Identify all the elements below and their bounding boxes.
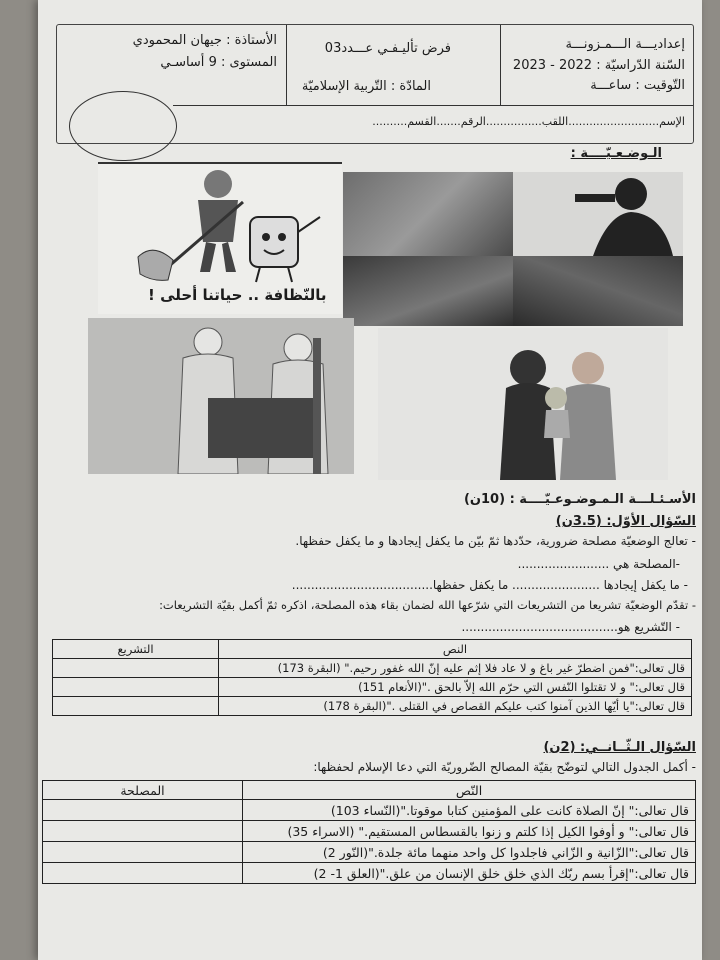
- drugs-photo: [513, 256, 683, 326]
- situation-title: الـوضـعـيّــــة :: [570, 146, 662, 161]
- column-header-interest: المصلحة: [43, 781, 243, 800]
- q1-existence-line: - ما يكفل إيجادها ....................... ما يكفل حفظها.....................................: [291, 578, 688, 592]
- family-photo: [378, 328, 668, 480]
- header-box: [56, 24, 694, 144]
- objective-questions-title: الأسـئـلـــة الـمـوضـوعـيّــــة : (10ن): [463, 492, 696, 507]
- class-level: المستوى : 9 أساسـي: [160, 55, 277, 70]
- text-cell: قال تعالى:"الزّانية و الزّاني فاجلدوا كل واحد منهما مائة جلدة."(النّور 2): [243, 842, 696, 863]
- table-row: [53, 678, 692, 697]
- q2-instruction: - أكمل الجدول التالي لتوضّح بقيّة المصالح الضّروريّة التي دعا الإسلام لحفظها:: [313, 760, 696, 774]
- table-header-row: [43, 781, 696, 800]
- blood-knife-photo: [343, 256, 513, 326]
- q2-table: [42, 780, 696, 884]
- grade-oval: [69, 91, 177, 161]
- text-cell: قال تعالى:"فمن اضطرّ غير باغ و لا عاد فلا إثم عليه إنّ الله غفور رحيم." (البقرة 173): [219, 659, 692, 678]
- answer-cell[interactable]: [43, 800, 243, 821]
- answer-cell[interactable]: [53, 697, 219, 716]
- crimes-photo-collage: [343, 172, 683, 326]
- hands-photo: [343, 172, 513, 256]
- table-row: [53, 697, 692, 716]
- q1-interest-line: -المصلحة هي ........................: [517, 557, 680, 571]
- surgery-photo: [88, 318, 354, 474]
- column-header-text: النص: [219, 640, 692, 659]
- text-cell: قال تعالى:" إنّ الصلاة كانت على المؤمنين كتابا موقوتا."(النّساء 103): [243, 800, 696, 821]
- answer-cell[interactable]: [43, 821, 243, 842]
- column-header-text: النّص: [243, 781, 696, 800]
- answer-cell[interactable]: [43, 863, 243, 884]
- text-cell: قال تعالى:"إقرأ بسم ربّك الذي خلق خلق الإنسان من علق."(العلق 1- 2): [243, 863, 696, 884]
- column-header-law: التشريع: [53, 640, 219, 659]
- exam-title: فرض تأليـفـي عـــدد03: [324, 41, 451, 56]
- table-header-row: [53, 640, 692, 659]
- q1-table: [52, 639, 692, 716]
- q1-instruction: - تعالج الوضعيّة مصلحة ضرورية، حدّدها ثمّ بيّن ما يكفل إيجادها و ما يكفل حفظها.: [295, 534, 696, 548]
- answer-cell[interactable]: [53, 659, 219, 678]
- text-cell: قال تعالى:" و أوفوا الكيل إذا كلتم و زنوا بالقسطاس المستقيم." (الاسراء 35): [243, 821, 696, 842]
- q1-title: السّؤال الأوّل: (3.5ن): [555, 514, 696, 529]
- table-row: [43, 800, 696, 821]
- q2-title: السّؤال الـثّــانــي: (2ن): [543, 740, 696, 755]
- table-row: [53, 659, 692, 678]
- school-name: إعداديـــة الـــمـزونـــة: [565, 37, 685, 52]
- table-row: [43, 863, 696, 884]
- q1-law-instruction: - تقدّم الوضعيّة تشريعا من التشريعات التي شرّعها الله لضمان بقاء هذه المصلحة، اذكره ثمّ أكمل بقيّة التشريعات:: [159, 598, 696, 612]
- table-row: [43, 842, 696, 863]
- exam-timing: التّوقيت : ساعـــة: [590, 78, 685, 93]
- table-row: [43, 821, 696, 842]
- exam-paper: [38, 0, 702, 960]
- exam-subject: المادّة : التّربية الإسلاميّة: [301, 79, 431, 94]
- poster-caption: بالنّظافة .. حياتنا أحلى !: [148, 286, 327, 304]
- text-cell: قال تعالى:" و لا تقتلوا النّفس التي حرّم الله إلاّ بالحق ."(الأنعام 151): [219, 678, 692, 697]
- cleanliness-poster: [98, 162, 342, 314]
- q1-law-line: - التّشريع هو.........................................: [461, 620, 680, 634]
- answer-cell[interactable]: [53, 678, 219, 697]
- teacher-name: الأستاذة : جيهان المحمودي: [132, 33, 277, 48]
- text-cell: قال تعالى:"يا أيّها الذين آمنوا كتب عليكم القصاص في القتلى ."(البقرة 178): [219, 697, 692, 716]
- answer-cell[interactable]: [43, 842, 243, 863]
- school-year: السّنة الدّراسيّة : 2022 - 2023: [512, 58, 685, 73]
- student-info-line: الإسم..........................اللقب................الرقم.......القسم..........: [372, 115, 685, 128]
- gun-silhouette-photo: [513, 172, 683, 256]
